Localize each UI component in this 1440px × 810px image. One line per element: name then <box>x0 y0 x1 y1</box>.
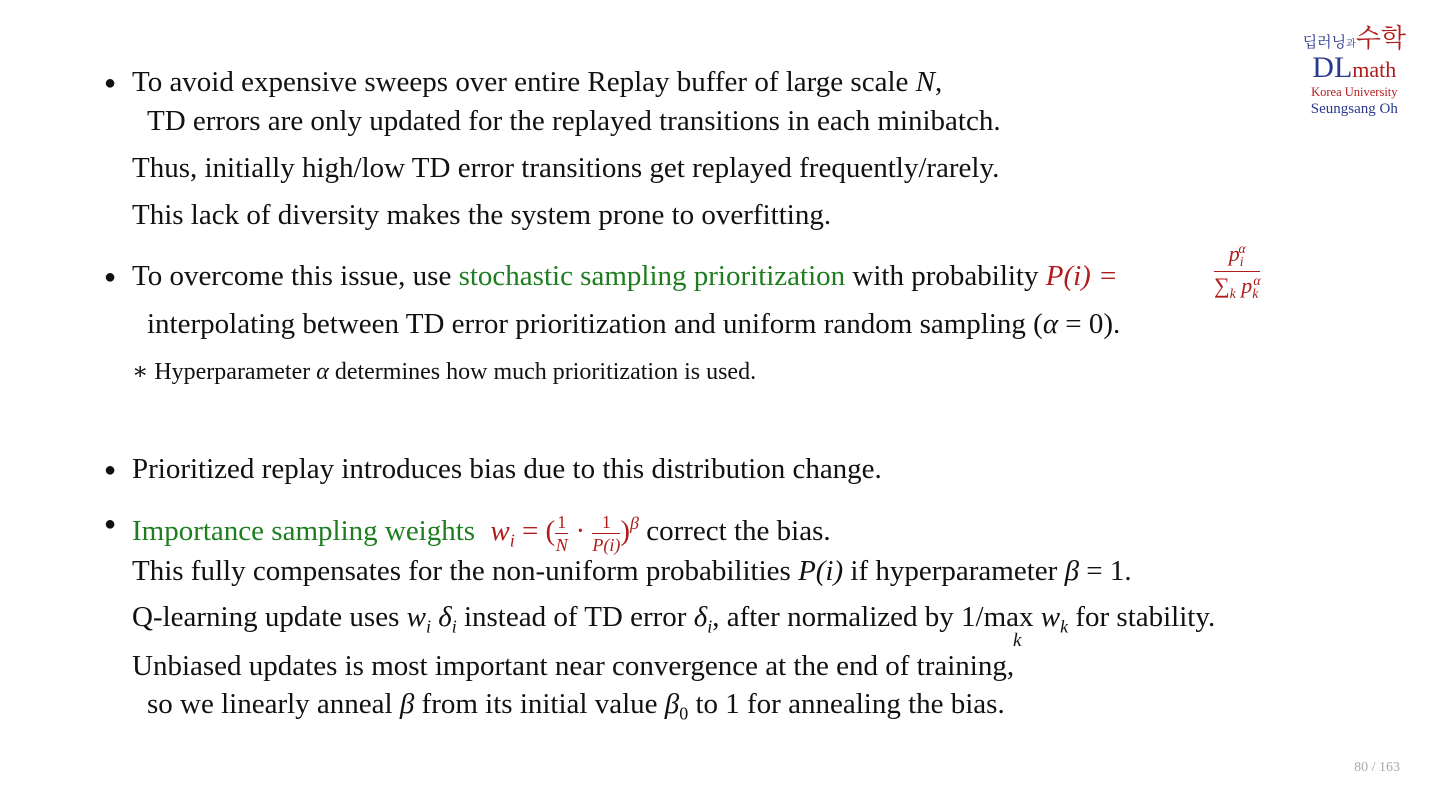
b4-line2-var: P(i) <box>798 555 844 587</box>
td-error-symbol: $\delta_i$ <box>693 601 713 637</box>
logo-korean-right: 수학 <box>1355 24 1406 53</box>
b1-line4: This lack of diversity makes the system prone to overfitting. <box>132 199 832 231</box>
b4-line2-pre: This fully compensates for the non-uniform probabilities <box>132 555 799 587</box>
probability-fraction: $\frac{p_i^\alpha}{\sum_k p_k^\alpha}$ <box>1214 241 1261 301</box>
b2-post: with probability <box>845 260 1046 292</box>
b2-note-post: determines how much prioritization is used. <box>328 359 757 385</box>
b2-note-pre: Hyperparameter <box>148 359 317 385</box>
b1-line3: Thus, initially high/low TD error transitions get replayed frequently/rarely. <box>132 152 1000 184</box>
b4-line4: Unbiased updates is most important near convergence at the end of training, <box>132 650 1015 682</box>
b2-note-star: ∗ <box>132 359 149 385</box>
b4-line2-end: = 1. <box>1079 555 1132 587</box>
bullet-dot: ● <box>104 459 117 481</box>
b4-line3-after: , after normalized by <box>712 601 962 633</box>
b4-line5-end: to 1 for annealing the bias. <box>688 688 1005 720</box>
b1-line1-end: , <box>934 66 943 98</box>
bullet-dot: ● <box>104 513 117 535</box>
b4-line5-mid: from its initial value <box>414 688 665 720</box>
max-weight-normalizer: 1/max k $w_k$ <box>961 601 1069 651</box>
b4-line3-mid: instead of TD error <box>456 601 694 633</box>
b4-line1 <box>132 505 831 558</box>
b3-line1: Prioritized replay introduces bias due to this distribution change. <box>132 453 882 485</box>
b2-note-alpha: α <box>316 359 329 385</box>
beta-zero: $\beta_0$ <box>664 688 689 724</box>
b4-line2-mid: if hyperparameter <box>843 555 1065 587</box>
b2-line2-alpha: α <box>1042 308 1059 340</box>
b4-line5 <box>147 686 1005 731</box>
bullet-dot: ● <box>104 72 117 94</box>
logo-korean-mid: 과 <box>1346 39 1356 50</box>
b2-line2-text: interpolating between TD error prioritization and uniform random sampling ( <box>147 308 1043 340</box>
b2-formula-fraction <box>1214 242 1260 300</box>
logo-author: Seungsang Oh <box>1310 101 1398 117</box>
bullet-dot: ● <box>104 266 117 288</box>
b2-formula-lhs: P(i) = <box>1045 260 1118 292</box>
b4-highlight: Importance sampling weights <box>132 514 476 547</box>
b2-line2 <box>147 306 1120 342</box>
b1-line1-text: To avoid expensive sweeps over entire Replay buffer of large scale <box>132 66 916 98</box>
b4-line3-pre: Q-learning update uses <box>132 601 407 633</box>
weighted-td-error: $w_i$ $\delta_i$ <box>406 601 457 637</box>
logo-university: Korea University <box>1311 85 1398 99</box>
page-number: 80 / 163 <box>1354 760 1400 775</box>
b4-line5-pre: so we linearly anneal <box>147 688 400 720</box>
b2-line1 <box>132 258 1118 294</box>
b4-line3 <box>132 599 1216 651</box>
logo-korean-left: 딥러닝 <box>1302 35 1347 51</box>
importance-weight-formula: $w_i$ = ( $\frac{1}{N}$ · $\frac{1}{P(i)}$ )$^\beta$ <box>490 511 639 555</box>
b4-post: correct the bias. <box>638 514 831 547</box>
b2-line2-end: = 0). <box>1058 308 1121 340</box>
b2-highlight: stochastic sampling prioritization <box>458 260 846 292</box>
b4-line3-end: for stability. <box>1068 601 1216 633</box>
b1-line1-var: N <box>915 66 935 98</box>
logo-dlmath <box>1303 51 1406 84</box>
logo-math: math <box>1352 57 1397 82</box>
b2-note <box>132 354 756 390</box>
b4-line5-beta: β <box>399 688 415 720</box>
b2-pre: To overcome this issue, use <box>132 260 459 292</box>
course-logo <box>1302 24 1406 118</box>
b4-line2 <box>132 553 1132 589</box>
b4-line2-beta: β <box>1064 555 1080 587</box>
logo-dl: DL <box>1312 51 1353 84</box>
b1-line1 <box>132 64 942 100</box>
b1-line2: TD errors are only updated for the replayed transitions in each minibatch. <box>147 105 1001 137</box>
